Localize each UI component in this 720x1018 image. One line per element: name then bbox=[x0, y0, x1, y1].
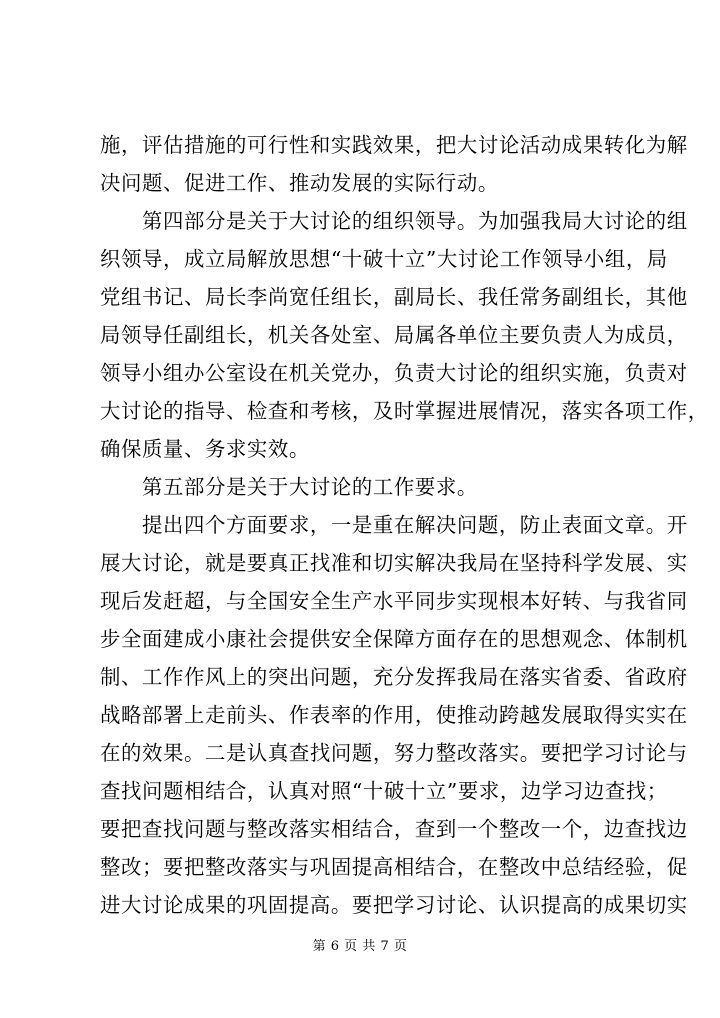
text-line: 提出四个方面要求，一是重在解决问题，防止表面文章。开 bbox=[100, 513, 688, 537]
text-line: 领导小组办公室设在机关党办，负责大讨论的组织实施，负责对 bbox=[100, 361, 688, 385]
text-line: 在的效果。二是认真查找问题，努力整改落实。要把学习讨论与 bbox=[100, 741, 688, 765]
text-line: 进大讨论成果的巩固提高。要把学习讨论、认识提高的成果切实 bbox=[100, 893, 688, 917]
text-line: 现后发赶超，与全国安全生产水平同步实现根本好转、与我省同 bbox=[100, 589, 688, 613]
text-line: 展大讨论，就是要真正找准和切实解决我局在坚持科学发展、实 bbox=[100, 551, 688, 575]
text-line: 第五部分是关于大讨论的工作要求。 bbox=[100, 475, 478, 499]
text-line: 战略部署上走前头、作表率的作用，使推动跨越发展取得实实在 bbox=[100, 703, 688, 727]
text-line: 步全面建成小康社会提供安全保障方面存在的思想观念、体制机 bbox=[100, 627, 688, 651]
text-line: 施，评估措施的可行性和实践效果，把大讨论活动成果转化为解 bbox=[100, 133, 688, 157]
text-line: 党组书记、局长李尚宽任组长，副局长、我任常务副组长，其他 bbox=[100, 285, 688, 309]
document-body bbox=[100, 126, 709, 924]
text-line: 织领导，成立局解放思想“十破十立”大讨论工作领导小组，局 bbox=[100, 247, 668, 271]
text-line: 决问题、促进工作、推动发展的实际行动。 bbox=[100, 171, 499, 195]
text-line: 确保质量、务求实效。 bbox=[100, 437, 310, 461]
page-number-footer: 第 6 页 共 7 页 bbox=[312, 939, 408, 954]
text-line: 第四部分是关于大讨论的组织领导。为加强我局大讨论的组 bbox=[100, 209, 688, 233]
text-line: 局领导任副组长，机关各处室、局属各单位主要负责人为成员， bbox=[100, 323, 688, 347]
text-line: 要把查找问题与整改落实相结合，查到一个整改一个，边查找边 bbox=[100, 817, 688, 841]
text-line: 查找问题相结合，认真对照“十破十立”要求，边学习边查找； bbox=[100, 779, 668, 803]
text-line: 大讨论的指导、检查和考核，及时掌握进展情况，落实各项工作， bbox=[100, 399, 709, 423]
text-line: 整改；要把整改落实与巩固提高相结合，在整改中总结经验，促 bbox=[100, 855, 688, 879]
text-line: 制、工作作风上的突出问题，充分发挥我局在落实省委、省政府 bbox=[100, 665, 688, 689]
